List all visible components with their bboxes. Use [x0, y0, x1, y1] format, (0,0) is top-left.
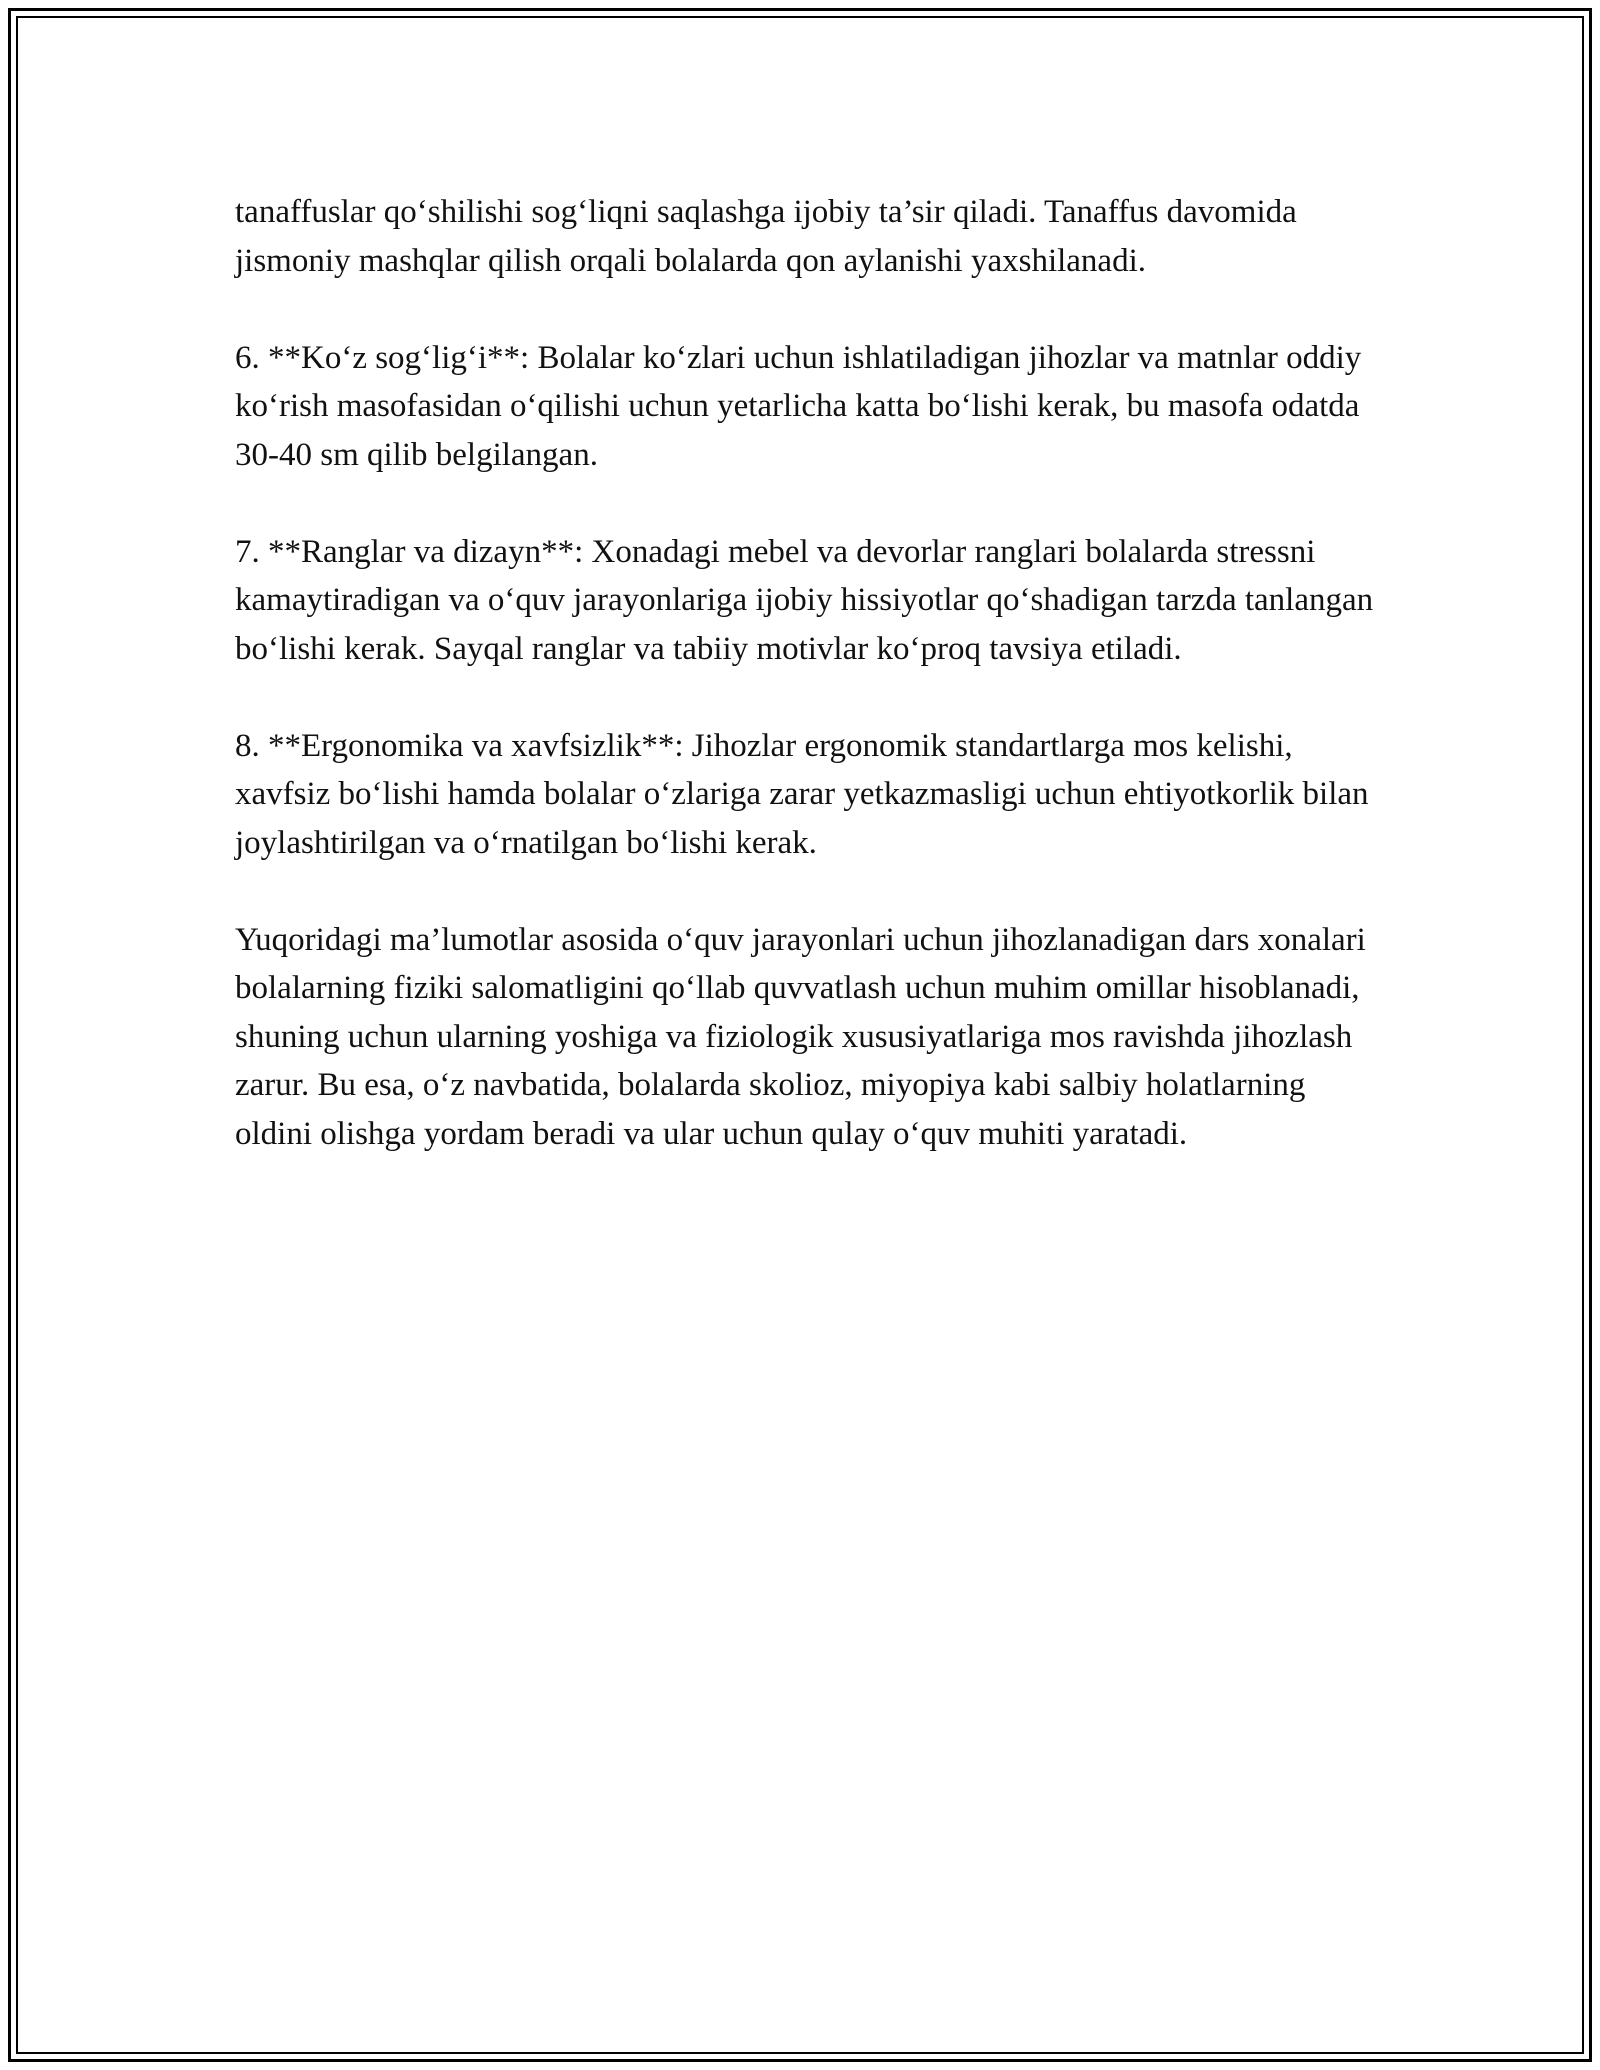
paragraph-conclusion: Yuqoridagi ma’lumotlar asosida o‘quv jarayonlari uchun jihozlanadigan dars xonalari bolalarning fiziki salomatligini qo‘llab quvvatlash uchun muhim omillar hisoblanadi, shuning uchun ularning yoshiga va fiziologik xususiyatlariga mos ravishda jihozlash zarur. Bu esa, o‘z navbatida, bolalarda skolioz, miyopiya kabi salbiy holatlarning oldini olishga yordam beradi va ular uchun qulay o‘quv muhiti yaratadi. — [235, 921, 1366, 1152]
paragraph-tanaffus: tanaffuslar qo‘shilishi sog‘liqni saqlashga ijobiy ta’sir qiladi. Tanaffus davomida jismoniy mashqlar qilish orqali bolalarda qon aylanishi yaxshilanadi. — [235, 194, 1297, 279]
document-body — [235, 188, 1385, 1158]
paragraph-ranglar-dizayn: 7. **Ranglar va dizayn**: Xonadagi mebel va devorlar ranglari bolalarda stressni kamaytiradigan va o‘quv jarayonlariga ijobiy hissiyotlar qo‘shadigan tarzda tanlangan bo‘lishi kerak. Sayqal ranglar va tabiiy motivlar ko‘proq tavsiya etiladi. — [235, 533, 1374, 667]
paragraph-ergonomika-xavfsizlik: 8. **Ergonomika va xavfsizlik**: Jihozlar ergonomik standartlarga mos kelishi, xavfsiz bo‘lishi hamda bolalar o‘zlariga zarar yetkazmasligi uchun ehtiyotkorlik bilan joylashtirilgan va o‘rnatilgan bo‘lishi kerak. — [235, 727, 1369, 861]
paragraph-koz-sogligi: 6. **Ko‘z sog‘lig‘i**: Bolalar ko‘zlari uchun ishlatiladigan jihozlar va matnlar oddiy ko‘rish masofasidan o‘qilishi uchun yetarlicha katta bo‘lishi kerak, bu masofa odatda 30-40 sm qilib belgilangan. — [235, 339, 1362, 473]
